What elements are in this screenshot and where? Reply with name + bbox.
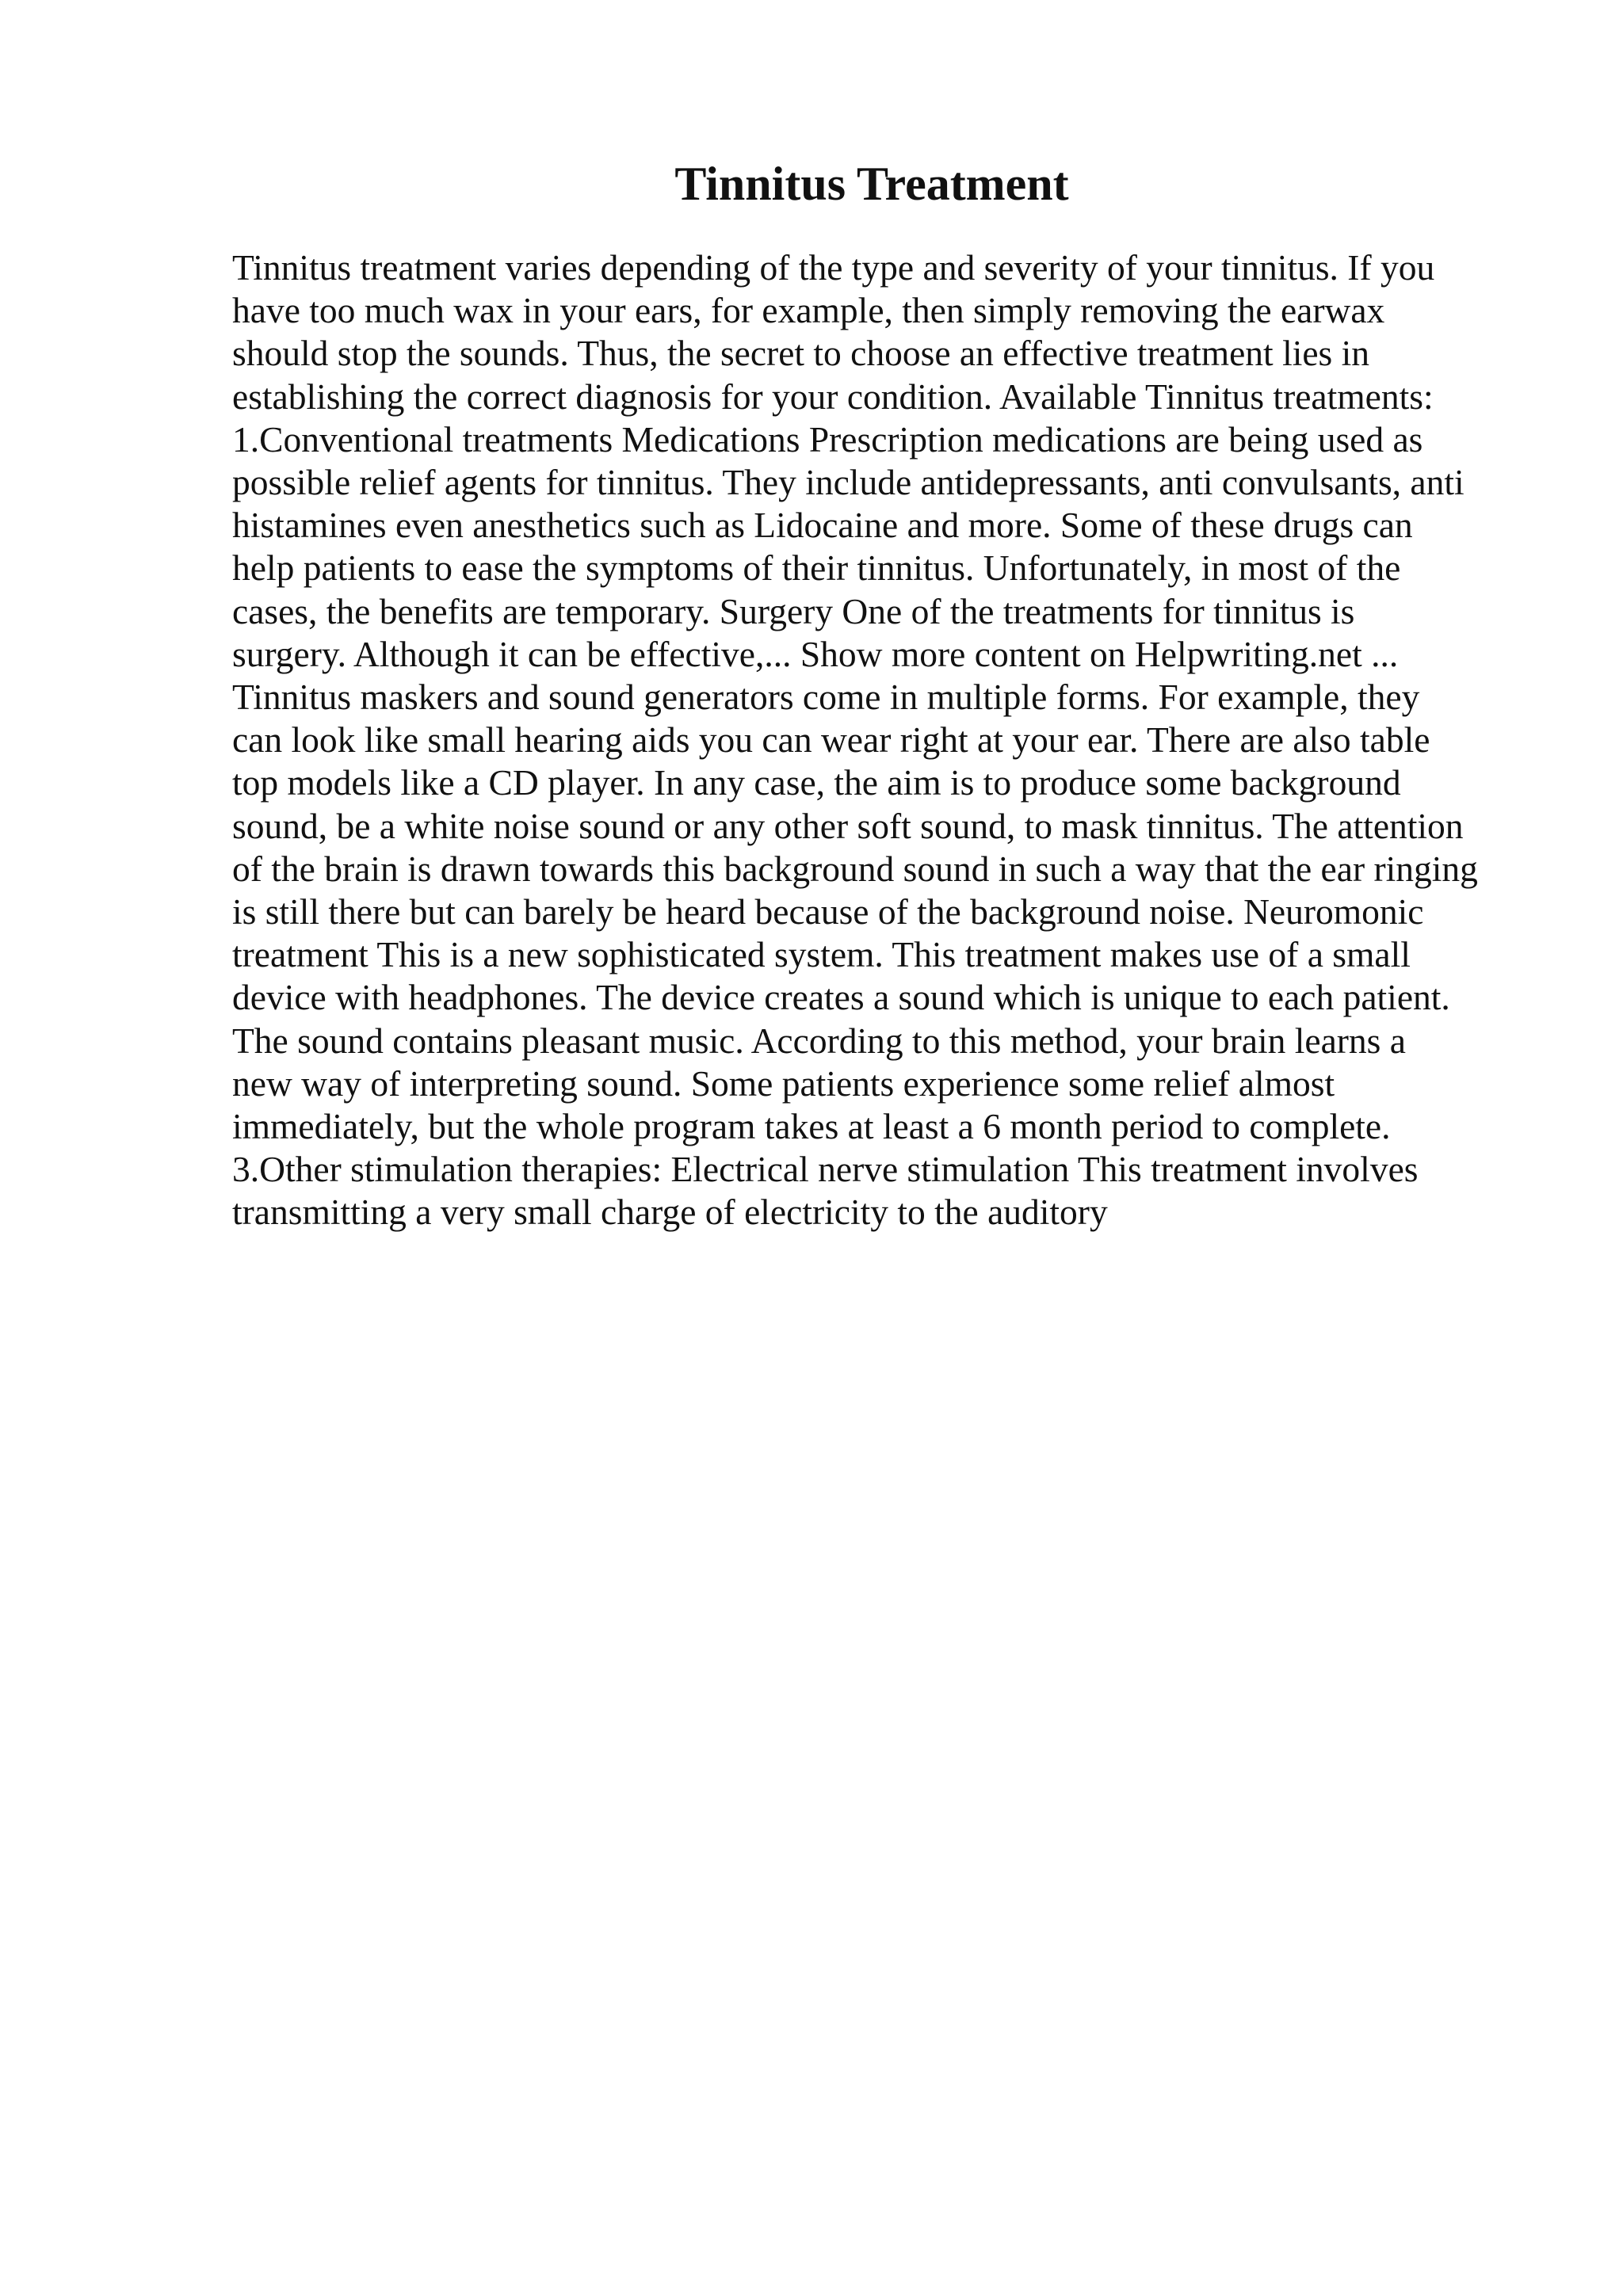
body-line: is still there but can barely be heard because of the background noise. Neuromonic bbox=[232, 891, 1424, 933]
body-line: help patients to ease the symptoms of their tinnitus. Unfortunately, in most of the bbox=[232, 547, 1401, 589]
body-line: possible relief agents for tinnitus. They include antidepressants, anti convulsants, anti bbox=[232, 462, 1465, 503]
document-body bbox=[232, 246, 1623, 1234]
body-line: immediately, but the whole program takes at least a 6 month period to complete. bbox=[232, 1106, 1391, 1147]
body-line: 3.Other stimulation therapies: Electrical nerve stimulation This treatment involves bbox=[232, 1149, 1419, 1190]
body-line: top models like a CD player. In any case, the aim is to produce some background bbox=[232, 762, 1401, 803]
body-line: 1.Conventional treatments Medications Prescription medications are being used as bbox=[232, 418, 1423, 460]
body-line: transmitting a very small charge of electricity to the auditory bbox=[232, 1192, 1108, 1233]
body-line: have too much wax in your ears, for example, then simply removing the earwax bbox=[232, 290, 1385, 331]
body-line: of the brain is drawn towards this background sound in such a way that the ear ringing bbox=[232, 848, 1478, 889]
document-title: Tinnitus Treatment bbox=[674, 158, 1069, 210]
body-line: new way of interpreting sound. Some patients experience some relief almost bbox=[232, 1062, 1335, 1104]
body-line: establishing the correct diagnosis for your condition. Available Tinnitus treatments: bbox=[232, 376, 1434, 417]
body-line: treatment This is a new sophisticated system. This treatment makes use of a small bbox=[232, 934, 1411, 975]
body-line: Tinnitus maskers and sound generators come in multiple forms. For example, they bbox=[232, 677, 1420, 718]
body-line: can look like small hearing aids you can wear right at your ear. There are also table bbox=[232, 719, 1430, 761]
body-line: sound, be a white noise sound or any other soft sound, to mask tinnitus. The attention bbox=[232, 805, 1464, 846]
body-line: device with headphones. The device creates a sound which is unique to each patient. bbox=[232, 977, 1450, 1018]
body-line: histamines even anesthetics such as Lidocaine and more. Some of these drugs can bbox=[232, 505, 1413, 546]
body-line: cases, the benefits are temporary. Surgery One of the treatments for tinnitus is bbox=[232, 590, 1355, 631]
body-line: should stop the sounds. Thus, the secret to choose an effective treatment lies in bbox=[232, 333, 1370, 374]
body-line: The sound contains pleasant music. According to this method, your brain learns a bbox=[232, 1020, 1406, 1061]
body-line: Tinnitus treatment varies depending of the type and severity of your tinnitus. If you bbox=[232, 247, 1435, 288]
body-line: surgery. Although it can be effective,... Show more content on Helpwriting.net ... bbox=[232, 633, 1399, 674]
